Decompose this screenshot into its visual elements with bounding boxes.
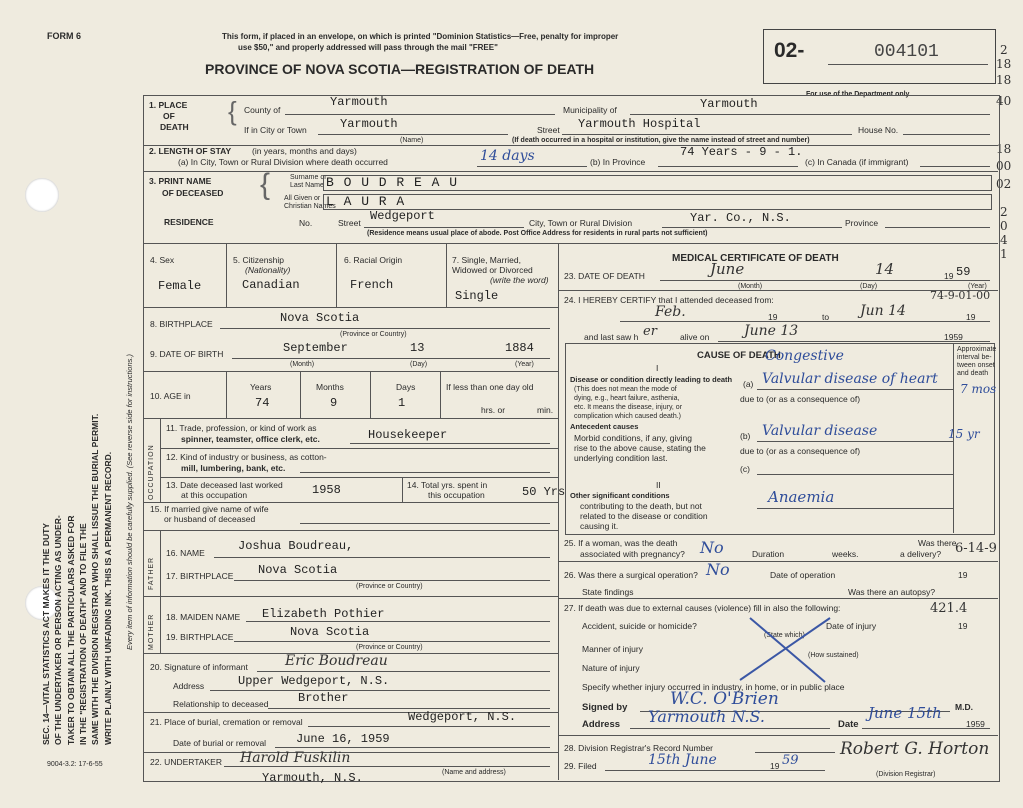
father-bp-label: 17. BIRTHPLACE bbox=[166, 571, 234, 581]
mother-bp-note: (Province or Country) bbox=[356, 644, 423, 651]
father-side-label: FATHER bbox=[148, 556, 155, 590]
status-label-2: Widowed or Divorced bbox=[452, 265, 533, 275]
registrar-note: (Division Registrar) bbox=[876, 771, 936, 778]
informant-relationship: Brother bbox=[298, 691, 349, 705]
q11-label-2: spinner, teamster, office clerk, etc. bbox=[181, 434, 320, 444]
birthplace-value: Nova Scotia bbox=[280, 311, 360, 325]
interval-label-3: tween onset bbox=[957, 362, 995, 369]
cause-a-label: (a) bbox=[743, 379, 754, 389]
q12-label-2: mill, lumbering, bank, etc. bbox=[181, 463, 286, 473]
margin-line-1: SEC. 14—VITAL STATISTICS ACT MAKES IT THE DUTY bbox=[41, 523, 51, 745]
print-code: 9004-3.2: 17-6-55 bbox=[47, 761, 103, 768]
residence-label: RESIDENCE bbox=[164, 217, 214, 227]
other-label-2: contributing to the death, but not bbox=[580, 501, 702, 511]
margin-line-2: OF THE UNDERTAKER OR PERSON ACTING AS UNDER- bbox=[53, 515, 64, 745]
q14-value: 50 Yrs bbox=[522, 485, 566, 499]
q26-findings: State findings bbox=[582, 587, 634, 597]
place-label-2: OF bbox=[163, 111, 175, 121]
mother-bp-label: 19. BIRTHPLACE bbox=[166, 632, 234, 642]
q26-op-date: Date of operation bbox=[770, 570, 836, 580]
q25-weeks: weeks. bbox=[832, 549, 859, 559]
q12-label-1: 12. Kind of industry or business, as cotton- bbox=[166, 452, 327, 462]
filed-19: 19 bbox=[770, 761, 780, 771]
given-boxes bbox=[323, 194, 992, 210]
q26-19: 19 bbox=[958, 570, 968, 580]
stay-c-label: (c) In Canada (if immigrant) bbox=[805, 157, 909, 167]
q28-label: 28. Division Registrar's Record Number bbox=[564, 743, 714, 753]
q25-side-note: 6-14-9 bbox=[955, 541, 997, 556]
burial-date-label: Date of burial or removal bbox=[173, 738, 267, 748]
stay-b-label: (b) In Province bbox=[590, 157, 646, 167]
given-label-1: All Given or bbox=[284, 195, 321, 202]
dob-label: 9. DATE OF BIRTH bbox=[150, 349, 224, 359]
burial-place-label: 21. Place of burial, cremation or removal bbox=[150, 717, 303, 727]
burial-date: June 16, 1959 bbox=[296, 732, 390, 746]
age-days: 1 bbox=[398, 396, 406, 410]
dob-month: September bbox=[283, 341, 348, 355]
q24-from-yr: 19 bbox=[768, 312, 778, 322]
cause-b-value: Valvular disease bbox=[762, 423, 878, 439]
dob-month-note: (Month) bbox=[290, 361, 315, 368]
side-note-2: 18 bbox=[996, 57, 1012, 71]
q23-label: 23. DATE OF DEATH bbox=[564, 271, 645, 281]
race-label: 6. Racial Origin bbox=[344, 255, 403, 265]
side-note-7: 02 bbox=[996, 177, 1012, 191]
interval-label-2: interval be- bbox=[957, 354, 992, 361]
dob-day: 13 bbox=[410, 341, 425, 355]
birthplace-label: 8. BIRTHPLACE bbox=[150, 319, 213, 329]
dob-day-note: (Day) bbox=[410, 361, 428, 368]
side-note-9: 0 bbox=[1000, 219, 1008, 233]
undertaker-note: (Name and address) bbox=[442, 769, 506, 776]
citizenship-label: 5. Citizenship bbox=[233, 255, 285, 265]
stay-label: 2. LENGTH OF STAY bbox=[149, 146, 232, 156]
residence-province-label: Province bbox=[845, 218, 879, 228]
age-lessday-3: min. bbox=[537, 405, 554, 415]
father-bp-note: (Province or Country) bbox=[356, 583, 423, 590]
disease-label-2: (This does not mean the mode of bbox=[574, 386, 677, 393]
form-title: PROVINCE OF NOVA SCOTIA—REGISTRATION OF DEATH bbox=[205, 61, 595, 77]
side-note-10: 4 bbox=[1000, 233, 1008, 247]
residence-city-value: Yar. Co., N.S. bbox=[690, 211, 791, 225]
county-value: Yarmouth bbox=[330, 95, 388, 109]
race-value: French bbox=[350, 278, 394, 292]
spouse-label-1: 15. If married give name of wife bbox=[150, 504, 269, 514]
lastsaw-label: and last saw h bbox=[584, 332, 639, 342]
informant-address: Upper Wedgeport, N.S. bbox=[238, 674, 390, 688]
mother-side-label: MOTHER bbox=[148, 613, 155, 650]
age-years-label: Years bbox=[250, 382, 272, 392]
lastsaw-year: 1959 bbox=[944, 332, 963, 342]
signed-label: Signed by bbox=[582, 702, 628, 713]
cause-b-interval: 15 yr bbox=[948, 427, 980, 441]
city-label: If in City or Town bbox=[244, 125, 307, 135]
q23-day: 14 bbox=[875, 260, 895, 278]
office-use-note: For use of the Department only bbox=[806, 91, 910, 98]
hospital-note: (If death occurred in a hospital or institution, give the name instead of street and number) bbox=[512, 137, 810, 144]
undertaker-signature: Harold Fuskilin bbox=[240, 750, 351, 766]
injury-19: 19 bbox=[958, 621, 968, 631]
roman-2: II bbox=[656, 480, 661, 490]
q13-value: 1958 bbox=[312, 483, 341, 497]
disease-label-1: Disease or condition directly leading to death bbox=[570, 375, 733, 384]
residence-note: (Residence means usual place of abode. Post Office Address for residents in rural parts not sufficient) bbox=[367, 230, 708, 237]
given-label-2: Christian Names bbox=[284, 203, 336, 210]
mail-notice-2: use $50," and properly addressed will pass through the mail "FREE" bbox=[238, 43, 498, 52]
lastsaw-date: June 13 bbox=[744, 323, 799, 339]
antecedent-label-1: Antecedent causes bbox=[570, 422, 639, 431]
birthplace-note: (Province or Country) bbox=[340, 331, 407, 338]
cause-b-label: (b) bbox=[740, 431, 751, 441]
name-note: (Name) bbox=[400, 137, 424, 144]
dob-year: 1884 bbox=[505, 341, 534, 355]
mother-bp: Nova Scotia bbox=[290, 625, 370, 639]
undertaker-address: Yarmouth, N.S. bbox=[262, 771, 363, 785]
age-label: 10. AGE in bbox=[150, 391, 191, 401]
informant-addr-label: Address bbox=[173, 681, 205, 691]
surname-label-1: Surname or bbox=[290, 174, 327, 181]
name-label-1: 3. PRINT NAME bbox=[149, 176, 212, 186]
how-sustained: (How sustained) bbox=[808, 652, 859, 659]
other-label-4: causing it. bbox=[580, 521, 619, 531]
q29-label: 29. Filed bbox=[564, 761, 597, 771]
q25-label-2: associated with pregnancy? bbox=[580, 549, 685, 559]
registrar-signature: Robert G. Horton bbox=[840, 739, 990, 759]
father-name: Joshua Boudreau, bbox=[238, 539, 354, 553]
surname-value: B O U D R E A U bbox=[326, 175, 459, 190]
informant-sig-label: 20. Signature of informant bbox=[150, 662, 248, 672]
physician-address: Yarmouth N.S. bbox=[648, 707, 765, 726]
q23-month: June bbox=[710, 260, 745, 278]
q11-label-1: 11. Trade, profession, or kind of work as bbox=[166, 423, 317, 433]
residence-street-value: Wedgeport bbox=[370, 209, 435, 223]
q13-label-2: at this occupation bbox=[181, 490, 248, 500]
cause-a-interval: 7 mos bbox=[960, 382, 997, 396]
stay-b-value: 74 Years - 9 - 1. bbox=[680, 145, 803, 159]
q27-side-note: 421.4 bbox=[930, 601, 968, 616]
father-name-label: 16. NAME bbox=[166, 548, 205, 558]
mail-notice-1: This form, if placed in an envelope, on which is printed "Dominion Statistics—Free, penalty for improper bbox=[222, 32, 619, 41]
q13-label-1: 13. Date deceased last worked bbox=[166, 480, 283, 490]
city-value: Yarmouth bbox=[340, 117, 398, 131]
cause-a-value: Valvular disease of heart bbox=[762, 371, 938, 387]
age-lessday-1: If less than one day old bbox=[446, 382, 534, 392]
q25-delivery-2: a delivery? bbox=[900, 549, 942, 559]
interval-label-1: Approximate bbox=[957, 346, 997, 353]
margin-line-5: SAME WITH THE DIVISION REGISTRAR WHO SHALL ISSUE THE BURIAL PERMIT. bbox=[90, 413, 101, 745]
side-note-3: 18 bbox=[996, 73, 1012, 87]
q23-year: 59 bbox=[956, 265, 971, 279]
q14-label-1: 14. Total yrs. spent in bbox=[407, 480, 488, 490]
medical-title: MEDICAL CERTIFICATE OF DEATH bbox=[672, 253, 839, 264]
punch-hole-top bbox=[25, 178, 59, 212]
registration-number-box bbox=[763, 29, 996, 84]
q14-label-2: this occupation bbox=[428, 490, 485, 500]
side-note-4: 40 bbox=[996, 94, 1012, 108]
q25-value: No bbox=[700, 538, 724, 557]
state-which: (State which) bbox=[764, 632, 805, 639]
age-months: 9 bbox=[330, 396, 338, 410]
q24-to-yr: 19 bbox=[966, 312, 976, 322]
side-note-1: 2 bbox=[1000, 43, 1008, 57]
due-to-2: due to (or as a consequence of) bbox=[740, 446, 861, 456]
cause-title: CAUSE OF DEATH bbox=[697, 350, 781, 361]
age-lessday-2: hrs. or bbox=[481, 405, 506, 415]
margin-line-3: TAKER TO OBTAIN ALL THE PARTICULARS ASKED FOR bbox=[65, 515, 76, 745]
status-value: Single bbox=[455, 289, 499, 303]
q23-day-note: (Day) bbox=[860, 283, 878, 290]
sex-label: 4. Sex bbox=[150, 255, 175, 265]
dob-year-note: (Year) bbox=[515, 361, 534, 368]
spouse-label-2: or husband of deceased bbox=[164, 514, 256, 524]
given-value: L A U R A bbox=[326, 194, 406, 209]
physician-date-year: 1959 bbox=[966, 719, 985, 729]
municipality-label: Municipality of bbox=[563, 105, 617, 115]
cause-a-top: Congestive bbox=[765, 348, 844, 364]
registration-number: 004101 bbox=[874, 42, 939, 62]
citizenship-sub: (Nationality) bbox=[245, 265, 291, 275]
q25-duration: Duration bbox=[752, 549, 785, 559]
other-cause-value: Anaemia bbox=[768, 488, 835, 506]
father-bp: Nova Scotia bbox=[258, 563, 338, 577]
status-label-3: (write the word) bbox=[490, 275, 549, 285]
side-note-11: 1 bbox=[1000, 247, 1008, 261]
citizenship-value: Canadian bbox=[242, 278, 300, 292]
q26-value: No bbox=[706, 560, 730, 579]
form-number: FORM 6 bbox=[47, 31, 82, 41]
lastsaw-h: er bbox=[643, 324, 657, 339]
specify-label: Specify whether injury occurred in industry, in home, or in public place bbox=[582, 682, 845, 692]
q26-label: 26. Was there a surgical operation? bbox=[564, 570, 698, 580]
filed-date: 15th June bbox=[648, 752, 717, 768]
stay-note: (in years, months and days) bbox=[252, 146, 357, 156]
county-label: County of bbox=[244, 105, 281, 115]
antecedent-label-3: rise to the above cause, stating the bbox=[574, 443, 706, 453]
disease-label-3: dying, e.g., heart failure, asthenia, bbox=[574, 395, 680, 402]
q23-month-note: (Month) bbox=[738, 283, 763, 290]
physician-signature: W.C. O'Brien bbox=[670, 689, 779, 709]
physician-date: June 15th bbox=[868, 704, 942, 722]
residence-no-label: No. bbox=[299, 218, 313, 228]
interval-label-4: and death bbox=[957, 370, 989, 377]
burial-place: Wedgeport, N.S. bbox=[408, 710, 517, 724]
stay-a-label: (a) In City, Town or Rural Division where death occurred bbox=[178, 157, 388, 167]
due-to-1: due to (or as a consequence of) bbox=[740, 394, 861, 404]
mother-maiden: Elizabeth Pothier bbox=[262, 607, 385, 621]
antecedent-label-4: underlying condition last. bbox=[574, 453, 668, 463]
injury-date-label: Date of injury bbox=[826, 621, 877, 631]
q26-autopsy: Was there an autopsy? bbox=[848, 587, 936, 597]
accident-label: Accident, suicide or homicide? bbox=[582, 621, 697, 631]
margin-instructions: Every item of information should be carefully supplied. (See reverse side for instructions.) bbox=[125, 354, 134, 650]
antecedent-label-2: Morbid conditions, if any, giving bbox=[574, 433, 692, 443]
residence-city-label: City, Town or Rural Division bbox=[529, 218, 633, 228]
age-days-label: Days bbox=[396, 382, 416, 392]
cause-c-label: (c) bbox=[740, 464, 750, 474]
q24-label: 24. I HEREBY CERTIFY that I attended deceased from: bbox=[564, 295, 774, 305]
stay-a-value: 14 days bbox=[480, 148, 535, 164]
nature-label: Nature of injury bbox=[582, 663, 640, 673]
side-note-8: 2 bbox=[1000, 205, 1008, 219]
md-label: M.D. bbox=[955, 702, 973, 712]
undertaker-label: 22. UNDERTAKER bbox=[150, 757, 222, 767]
side-note-6: 00 bbox=[996, 159, 1012, 173]
age-months-label: Months bbox=[316, 382, 344, 392]
age-years: 74 bbox=[255, 396, 270, 410]
disease-label-5: complication which caused death.) bbox=[574, 413, 682, 420]
informant-signature: Eric Boudreau bbox=[285, 653, 388, 669]
place-label-3: DEATH bbox=[160, 122, 189, 132]
physician-addr-label: Address bbox=[582, 719, 621, 730]
house-no-label: House No. bbox=[858, 125, 899, 135]
q24-side-note: 74-9-01-00 bbox=[930, 289, 991, 302]
filed-year: 59 bbox=[782, 753, 799, 768]
roman-1: I bbox=[656, 363, 659, 373]
other-label-3: related to the disease or condition bbox=[580, 511, 708, 521]
strike-x-mark bbox=[730, 610, 840, 690]
mother-maiden-label: 18. MAIDEN NAME bbox=[166, 612, 241, 622]
manner-label: Manner of injury bbox=[582, 644, 643, 654]
q25-delivery-1: Was there bbox=[918, 538, 957, 548]
q24-to: Jun 14 bbox=[860, 303, 906, 319]
name-label-2: OF DECEASED bbox=[162, 188, 224, 198]
sex-value: Female bbox=[158, 279, 202, 293]
margin-line-4: IN THE "REGISTRATION OF DEATH" AND TO FILE THE bbox=[77, 523, 88, 745]
occupation-side-label: OCCUPATION bbox=[148, 444, 155, 500]
hospital-value: Yarmouth Hospital bbox=[578, 117, 701, 131]
informant-rel-label: Relationship to deceased bbox=[173, 699, 269, 709]
side-note-5: 18 bbox=[996, 142, 1012, 156]
other-label-1: Other significant conditions bbox=[570, 491, 670, 500]
street-label: Street bbox=[537, 125, 560, 135]
margin-line-6: WRITE PLAINLY WITH UNFADING INK. THIS IS A PERMANENT RECORD. bbox=[102, 451, 113, 745]
alive-label: alive on bbox=[680, 332, 710, 342]
q23-19: 19 bbox=[944, 271, 954, 281]
q27-label: 27. If death was due to external causes (violence) fill in also the following: bbox=[564, 603, 841, 613]
physician-date-label: Date bbox=[838, 719, 859, 730]
q25-label-1: 25. If a woman, was the death bbox=[564, 538, 678, 548]
q11-value: Housekeeper bbox=[368, 428, 448, 442]
surname-label-2: Last Name bbox=[290, 182, 324, 189]
status-label-1: 7. Single, Married, bbox=[452, 255, 521, 265]
q24-from: Feb. bbox=[655, 304, 686, 320]
left-margin-notice bbox=[40, 414, 114, 745]
death-registration-form: FORM 6 This form, if placed in an envelope, on which is printed "Dominion Statistics—Free, penalty for improper use $50," and properly addressed will pass through the mail "FREE" PROVINCE OF NOVA SCOTIA—REGISTRATION OF DEATH 02- 004101 For use of the Department only 2 18 18 40 18 00 02 2 0 4 1 SEC. 14—VITAL STATISTICS ACT MAKES IT THE DUTY OF THE UNDERTAKER OR PERSON ACTING AS UNDER- TAKER TO OBTAIN ALL THE PARTICULARS ASKED FOR IN THE "REGISTRATION OF DEATH" AND TO FILE THE SAME WITH THE DIVISION REGISTRAR WHO SHALL ISSUE THE BURIAL PERMIT. WRITE PLAINLY WITH UNFADING INK. THIS IS A PERMANENT RECORD. Every item of information should be carefully supplied. (See reverse side for instructions.) 9004-3.2: 17-6-55 1. PLACE OF DEATH { County of Yarmouth Municipality of Yarmouth If in City or Town Yarmouth (Name) Street Yarmouth Hospital House No. (If death occurred in a hospital or institution, give the name instead of street and number) 2. LENGTH OF STAY (in years, months and days) (a) In City, Town or Rural Division where death occurred 14 days (b) In Province 74 Years - 9 - 1. (c) In Canada (if immigrant) 3. PRINT NAME OF DECEASED { Surname or Last Name B O U D R E A U All Given or Christian Names L A U R A RESIDENCE No. Street Wedgeport City, Town or Rural Division Yar. Co., N.S. Province (Residence means usual place of abode. Post Office Address for residents in rural parts not sufficient) 4. Sex Female 5. Citizenship (Nationality) Canadian 6. Racial Origin French 7. Single, Married, Widowed or Divorced (write the word) Single 8. BIRTHPLACE Nova Scotia (Province or Country) 9. DATE OF BIRTH September 13 1884 (Month) (Day) (Year) 10. AGE in Years 74 Months 9 Days 1 If less than one day old hrs. or min. OCCUPATION 11. Trade, profession, or kind of work as spinner, teamster, office clerk, etc. Housekeeper 12. Kind of industry or business, as cotton- mill, lumbering, bank, etc. 13. Date deceased last worked at this occupation 1958 14. Total yrs. spent in this occupation 50 Yrs 15. If married give name of wife or husband of deceased FATHER 16. NAME Joshua Boudreau, 17. BIRTHPLACE Nova Scotia (Province or Country) MOTHER 18. MAIDEN NAME Elizabeth Pothier 19. BIRTHPLACE Nova Scotia (Province or Country) 20. Signature of informant Eric Boudreau Address Upper Wedgeport, N.S. Relationship to deceased Brother 21. Place of burial, cremation or removal Wedgeport, N.S. Date of burial or removal June 16, 1959 22. UNDERTAKER Harold Fuskilin Yarmouth, N.S. (Name and address) MEDICAL CERTIFICATE OF DEATH 23. DATE OF DEATH June 14 19 59 (Month) (Day) (Year) 24. I HEREBY CERTIFY that I attended deceased from: 74-9-01-00 Feb. 19 to Jun 14 19 and last saw h er alive on June 13 1959 CAUSE OF DEATH Approximate interval be- tween onset and death Congestive I Disease or condition directly leading to death (This does not mean the mode of dying, e.g., heart failure, asthenia, etc. It means the disease, injury, or complication which caused death.) (a) Valvular disease of heart 7 mos due to (or as a consequence of) Antecedent causes Morbid conditions, if any, giving rise to the above cause, stating the underlying condition last. (b) Valvular disease 15 yr due to (or as a consequence of) (c) II Other significant conditions contributing to the death, but not related to the disease or condition causing it. Anaemia 25. If a woman, was the death associated with pregnancy? No Duration weeks. Was there a delivery? 6-14-9 26. Was there a surgical operation? No Date of operation 19 State findings Was there an autopsy? 27. If death was due to external causes (violence) fill in also the following: 421.4 Accident, suicide or homicide? (State which) Date of injury 19 Manner of injury (How sustained) Nature of injury Specify whether injury occurred in industry, in home, or in public place Signed by W.C. O'Brien M.D. Address Yarmouth N.S. Date June 15th 1959 28. Division Registrar's Record Number 29. Filed 15th June 19 59 Robert G. Horton (Division Registrar) bbox=[0, 0, 1023, 808]
q23-year-note: (Year) bbox=[968, 283, 987, 290]
residence-street-label: Street bbox=[338, 218, 361, 228]
place-label-1: 1. PLACE bbox=[149, 100, 188, 110]
q24-to-label: to bbox=[822, 312, 830, 322]
disease-label-4: etc. It means the disease, injury, or bbox=[574, 404, 683, 411]
registration-prefix: 02- bbox=[774, 39, 805, 62]
municipality-value: Yarmouth bbox=[700, 97, 758, 111]
